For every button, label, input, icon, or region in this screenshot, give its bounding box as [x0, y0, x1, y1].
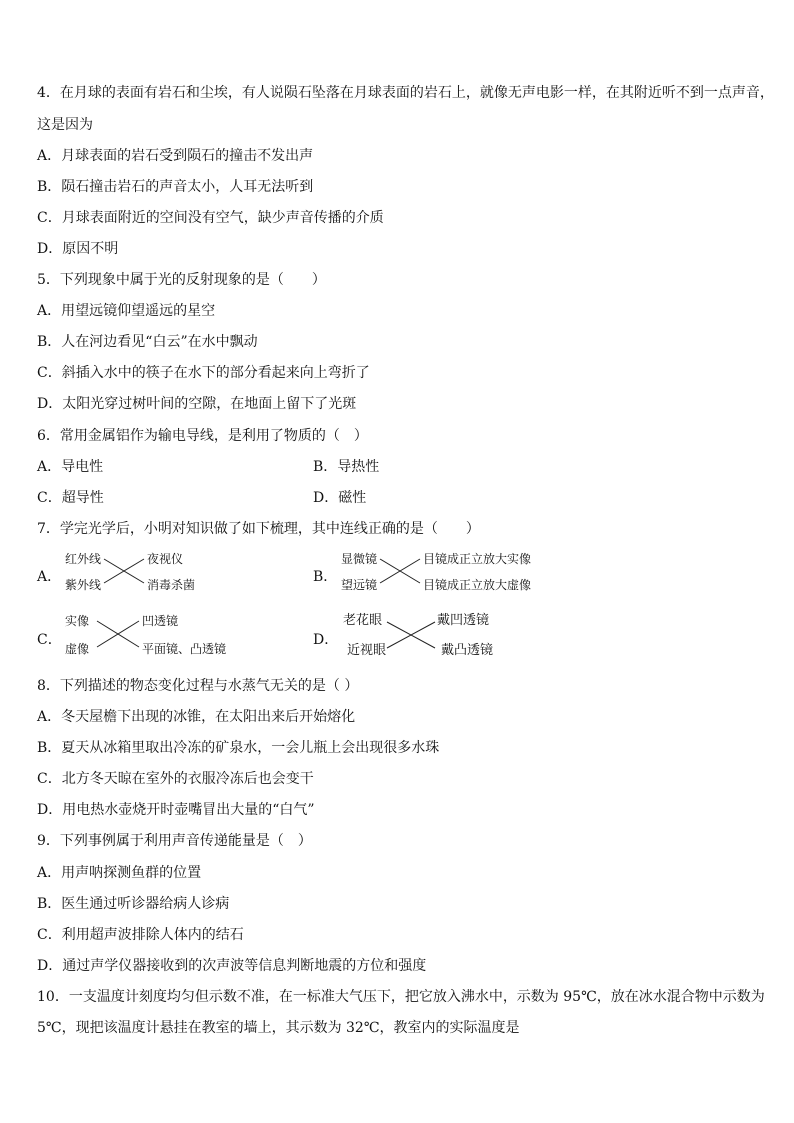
q7-c-label: C． [37, 632, 62, 648]
q8-option-c: C．北方冬天晾在室外的衣服冷冻后也会变干 [37, 771, 314, 787]
q7-b-left-top: 显微镜 [341, 552, 378, 566]
q7-stem: 7．学完光学后，小明对知识做了如下梳理，其中连线正确的是（ ） [37, 521, 480, 537]
q6-stem: 6．常用金属铝作为输电导线，是利用了物质的（ ） [37, 428, 368, 444]
q7-a-right-top: 夜视仪 [147, 552, 184, 566]
q7-c-left-bottom: 虚像 [65, 642, 90, 656]
q6-option-a: A．导电性 [37, 459, 104, 475]
q7-d-left-bottom: 近视眼 [347, 643, 387, 658]
q9-option-d: D．通过声学仪器接收到的次声波等信息判断地震的方位和强度 [37, 958, 427, 974]
q7-a-right-bottom: 消毒杀菌 [147, 578, 196, 592]
q6-option-b: B．导热性 [313, 459, 380, 475]
q8-option-b: B．夏天从冰箱里取出冷冻的矿泉水，一会儿瓶上会出现很多水珠 [37, 740, 440, 756]
q4-option-c: C．月球表面附近的空间没有空气，缺少声音传播的介质 [37, 210, 384, 226]
q4-stem-line2: 这是因为 [37, 117, 93, 133]
q7-option-d [313, 614, 533, 660]
q10-stem-line1: 10．一支温度计刻度均匀但示数不准，在一标准大气压下，把它放入沸水中，示数为 95℃，放在冰水混合物中示数为 [37, 989, 765, 1005]
q4-option-a: A．月球表面的岩石受到陨石的撞击不发出声 [37, 148, 314, 164]
q7-d-right-top: 戴凹透镜 [437, 613, 490, 628]
q9-option-a: A．用声呐探测鱼群的位置 [37, 865, 202, 881]
q7-c-connector-lines [97, 619, 139, 649]
q6-option-c: C．超导性 [37, 490, 104, 506]
q9-option-c: C．利用超声波排除人体内的结石 [37, 927, 244, 943]
q7-d-left-top: 老花眼 [343, 613, 383, 628]
q7-c-right-bottom: 平面镜、凸透镜 [142, 642, 227, 656]
q7-b-connector-lines [380, 556, 420, 586]
q7-d-right-bottom: 戴凸透镜 [441, 643, 494, 658]
q5-option-d: D．太阳光穿过树叶间的空隙，在地面上留下了光斑 [37, 396, 357, 412]
q4-stem-line1: 4．在月球的表面有岩石和尘埃，有人说陨石坠落在月球表面的岩石上，就像无声电影一样，在其附近听不到一点声音， [37, 85, 774, 101]
q7-c-right-top: 凹透镜 [142, 614, 179, 628]
q4-option-b: B．陨石撞击岩石的声音太小，人耳无法听到 [37, 179, 314, 195]
q5-option-c: C．斜插入水中的筷子在水下的部分看起来向上弯折了 [37, 365, 370, 381]
q9-option-b: B．医生通过听诊器给病人诊病 [37, 896, 230, 912]
q5-stem: 5．下列现象中属于光的反射现象的是（ ） [37, 272, 326, 288]
q7-c-left-top: 实像 [65, 614, 90, 628]
q7-d-connector-lines [387, 620, 435, 650]
q9-stem: 9．下列事例属于利用声音传递能量是（ ） [37, 833, 312, 849]
q7-a-left-top: 红外线 [65, 552, 102, 566]
q8-stem: 8．下列描述的物态变化过程与水蒸气无关的是（ ） [37, 678, 359, 694]
q7-option-b [313, 552, 553, 594]
q5-option-a: A．用望远镜仰望遥远的星空 [37, 303, 216, 319]
q7-a-label: A． [37, 569, 62, 585]
q7-a-left-bottom: 紫外线 [65, 578, 102, 592]
q5-option-b: B．人在河边看见“白云”在水中飘动 [37, 334, 258, 350]
q8-option-d: D．用电热水壶烧开时壶嘴冒出大量的“白气” [37, 802, 315, 818]
q7-d-label: D． [313, 632, 339, 648]
q6-option-d: D．磁性 [313, 490, 367, 506]
q7-a-connector-lines [104, 556, 144, 586]
q8-option-a: A．冬天屋檐下出现的冰锥，在太阳出来后开始熔化 [37, 709, 356, 725]
q7-b-right-bottom: 目镜成正立放大虚像 [423, 578, 532, 592]
q7-b-right-top: 目镜成正立放大实像 [423, 552, 532, 566]
q7-b-label: B． [313, 569, 338, 585]
q7-option-c [37, 614, 257, 658]
q7-b-left-bottom: 望远镜 [341, 578, 378, 592]
q4-option-d: D．原因不明 [37, 241, 119, 257]
q10-stem-line2: 5℃，现把该温度计悬挂在教室的墙上，其示数为 32℃，教室内的实际温度是 [37, 1020, 520, 1036]
q7-option-a [37, 552, 237, 594]
